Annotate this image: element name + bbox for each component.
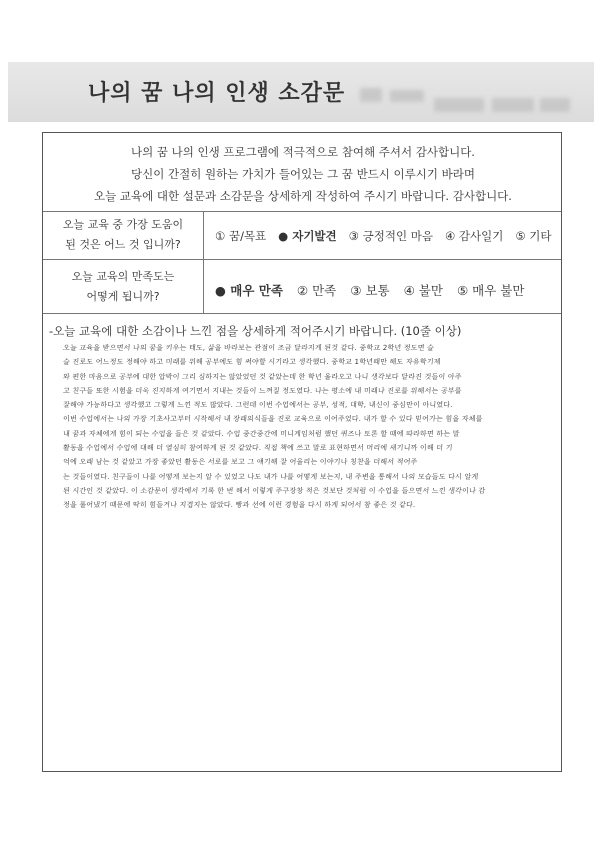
essay-line: 된 시간인 것 같았다. 이 소감문이 생각에서 기록 한 번 해서 이렇게 주구장창 적은 것보단 것처럼 이 수업을 들으면서 느낀 생각이나 감 — [62, 486, 486, 495]
essay-line: 고 친구들 또한 시험을 더욱 진지하게 여기면서 지내는 것들이 느껴질 정도였다. 나는 평소에 내 미래나 진로를 위해서는 공부를 — [62, 386, 463, 395]
page-title: 나의 꿈 나의 인생 소감문 — [88, 81, 346, 106]
question-2-label: 오늘 교육의 만족도는 어떻게 됩니까? — [71, 270, 175, 303]
intro-text — [43, 141, 563, 207]
option-dream-goal[interactable]: ① 꿈/목표 — [215, 229, 267, 243]
essay-line: 와 편한 마음으로 공부에 대한 압박이 그리 심하지는 않았었던 것 같았는데 한 학년 올라오고 나니 생각보다 달라진 것들이 아주 — [62, 372, 463, 381]
feedback-form — [42, 132, 562, 772]
option-other[interactable]: ⑤ 기타 — [515, 229, 552, 243]
redacted-text — [492, 98, 534, 112]
question-1-label: 오늘 교육 중 가장 도움이 된 것은 어느 것 입니까? — [62, 218, 184, 251]
option-very-satisfied[interactable]: ● 매우 만족 — [215, 283, 283, 298]
divider — [43, 259, 561, 260]
option-dissatisfied[interactable]: ④ 불만 — [403, 283, 443, 298]
intro-line: 당신이 간절히 원하는 가치가 들어있는 그 꿈 반드시 이루시기 바라며 — [131, 167, 475, 181]
intro-line: 나의 꿈 나의 인생 프로그램에 적극적으로 참여해 주셔서 감사합니다. — [131, 145, 475, 159]
option-positive-mind[interactable]: ③ 긍정적인 마음 — [348, 229, 433, 243]
option-satisfied[interactable]: ② 만족 — [296, 283, 337, 298]
intro-line: 오늘 교육에 대한 설문과 소감문을 상세하게 작성하여 주시기 바랍니다. 감사합니다. — [94, 189, 512, 203]
divider — [43, 211, 561, 212]
divider — [43, 313, 561, 314]
option-self-discovery[interactable]: ● 자기발견 — [278, 229, 337, 243]
redacted-text — [434, 98, 484, 112]
essay-line: 는 것들이였다. 친구들이 나를 어떻게 보는지 알 수 있었고 나도 내가 나를 어떻게 보는지, 내 주변을 통해서 나의 모습들도 다시 알게 — [62, 472, 479, 481]
essay-line: 슬 진로도 어느정도 정해야 하고 미래를 위해 공부에도 힘 써야할 시기라고 생각했다. 중학교 1학년때만 해도 자유학기제 — [62, 358, 441, 367]
redacted-text — [390, 90, 424, 102]
essay-line: 정을 풀어냈기 때문에 딱히 힘들거나 지겹지는 않았다. 빵과 선에 이런 경험을 다시 하게 되어서 참 좋은 것 같다. — [62, 501, 416, 510]
essay-line: 내 꿈과 자체에게 힘이 되는 수업을 들은 것 같았다. 수업 중간중간에 미니게임처럼 했던 퀴즈나 토론 할 때에 따라하면 하는 말 — [62, 429, 460, 438]
essay-line: 활동을 수업에서 수업에 대해 더 열심히 참여하게 된 것 같았다. 직접 책에 쓰고 말로 표현하면서 머리에 새기니까 이해 더 기 — [62, 444, 453, 453]
option-gratitude-diary[interactable]: ④ 감사일기 — [444, 229, 504, 243]
essay-line: 오늘 교육을 받으면서 나의 꿈을 키우는 태도, 삶을 바라보는 관점이 조금 달라지게 된것 같다. 중학교 2학년 정도면 슬 — [62, 344, 435, 352]
essay-line: 이번 수업에서는 나의 가장 기초사고부터 시작해서 내 장래의식들을 진로 교육으로 이어주었다. 내가 할 수 있다 믿어가는 힘을 자체를 — [62, 415, 483, 424]
essay-instruction: -오늘 교육에 대한 소감이나 느낀 점을 상세하게 적어주시기 바랍니다. (10줄 이상) — [49, 324, 462, 338]
redacted-text — [540, 98, 570, 112]
option-neutral[interactable]: ③ 보통 — [350, 283, 390, 298]
question-1-options — [215, 228, 552, 244]
column-divider — [203, 211, 204, 313]
question-2-options — [215, 281, 524, 299]
handwritten-essay[interactable] — [63, 341, 555, 513]
essay-line: 잘해야 가능하다고 생각했고 그렇게 느낀 적도 많았다. 그런데 이번 수업에서는 공부, 성적, 대학, 내신이 중심만이 아니였다. — [62, 401, 453, 410]
redacted-text — [360, 88, 382, 102]
option-very-dissatisfied[interactable]: ⑤ 매우 불만 — [456, 283, 525, 298]
essay-line: 억에 오래 남는 것 같았고 가장 좋았던 활동은 서로를 보고 그 얘기해 잘 어울리는 이야기나 칭찬을 더해서 적어주 — [62, 458, 418, 467]
